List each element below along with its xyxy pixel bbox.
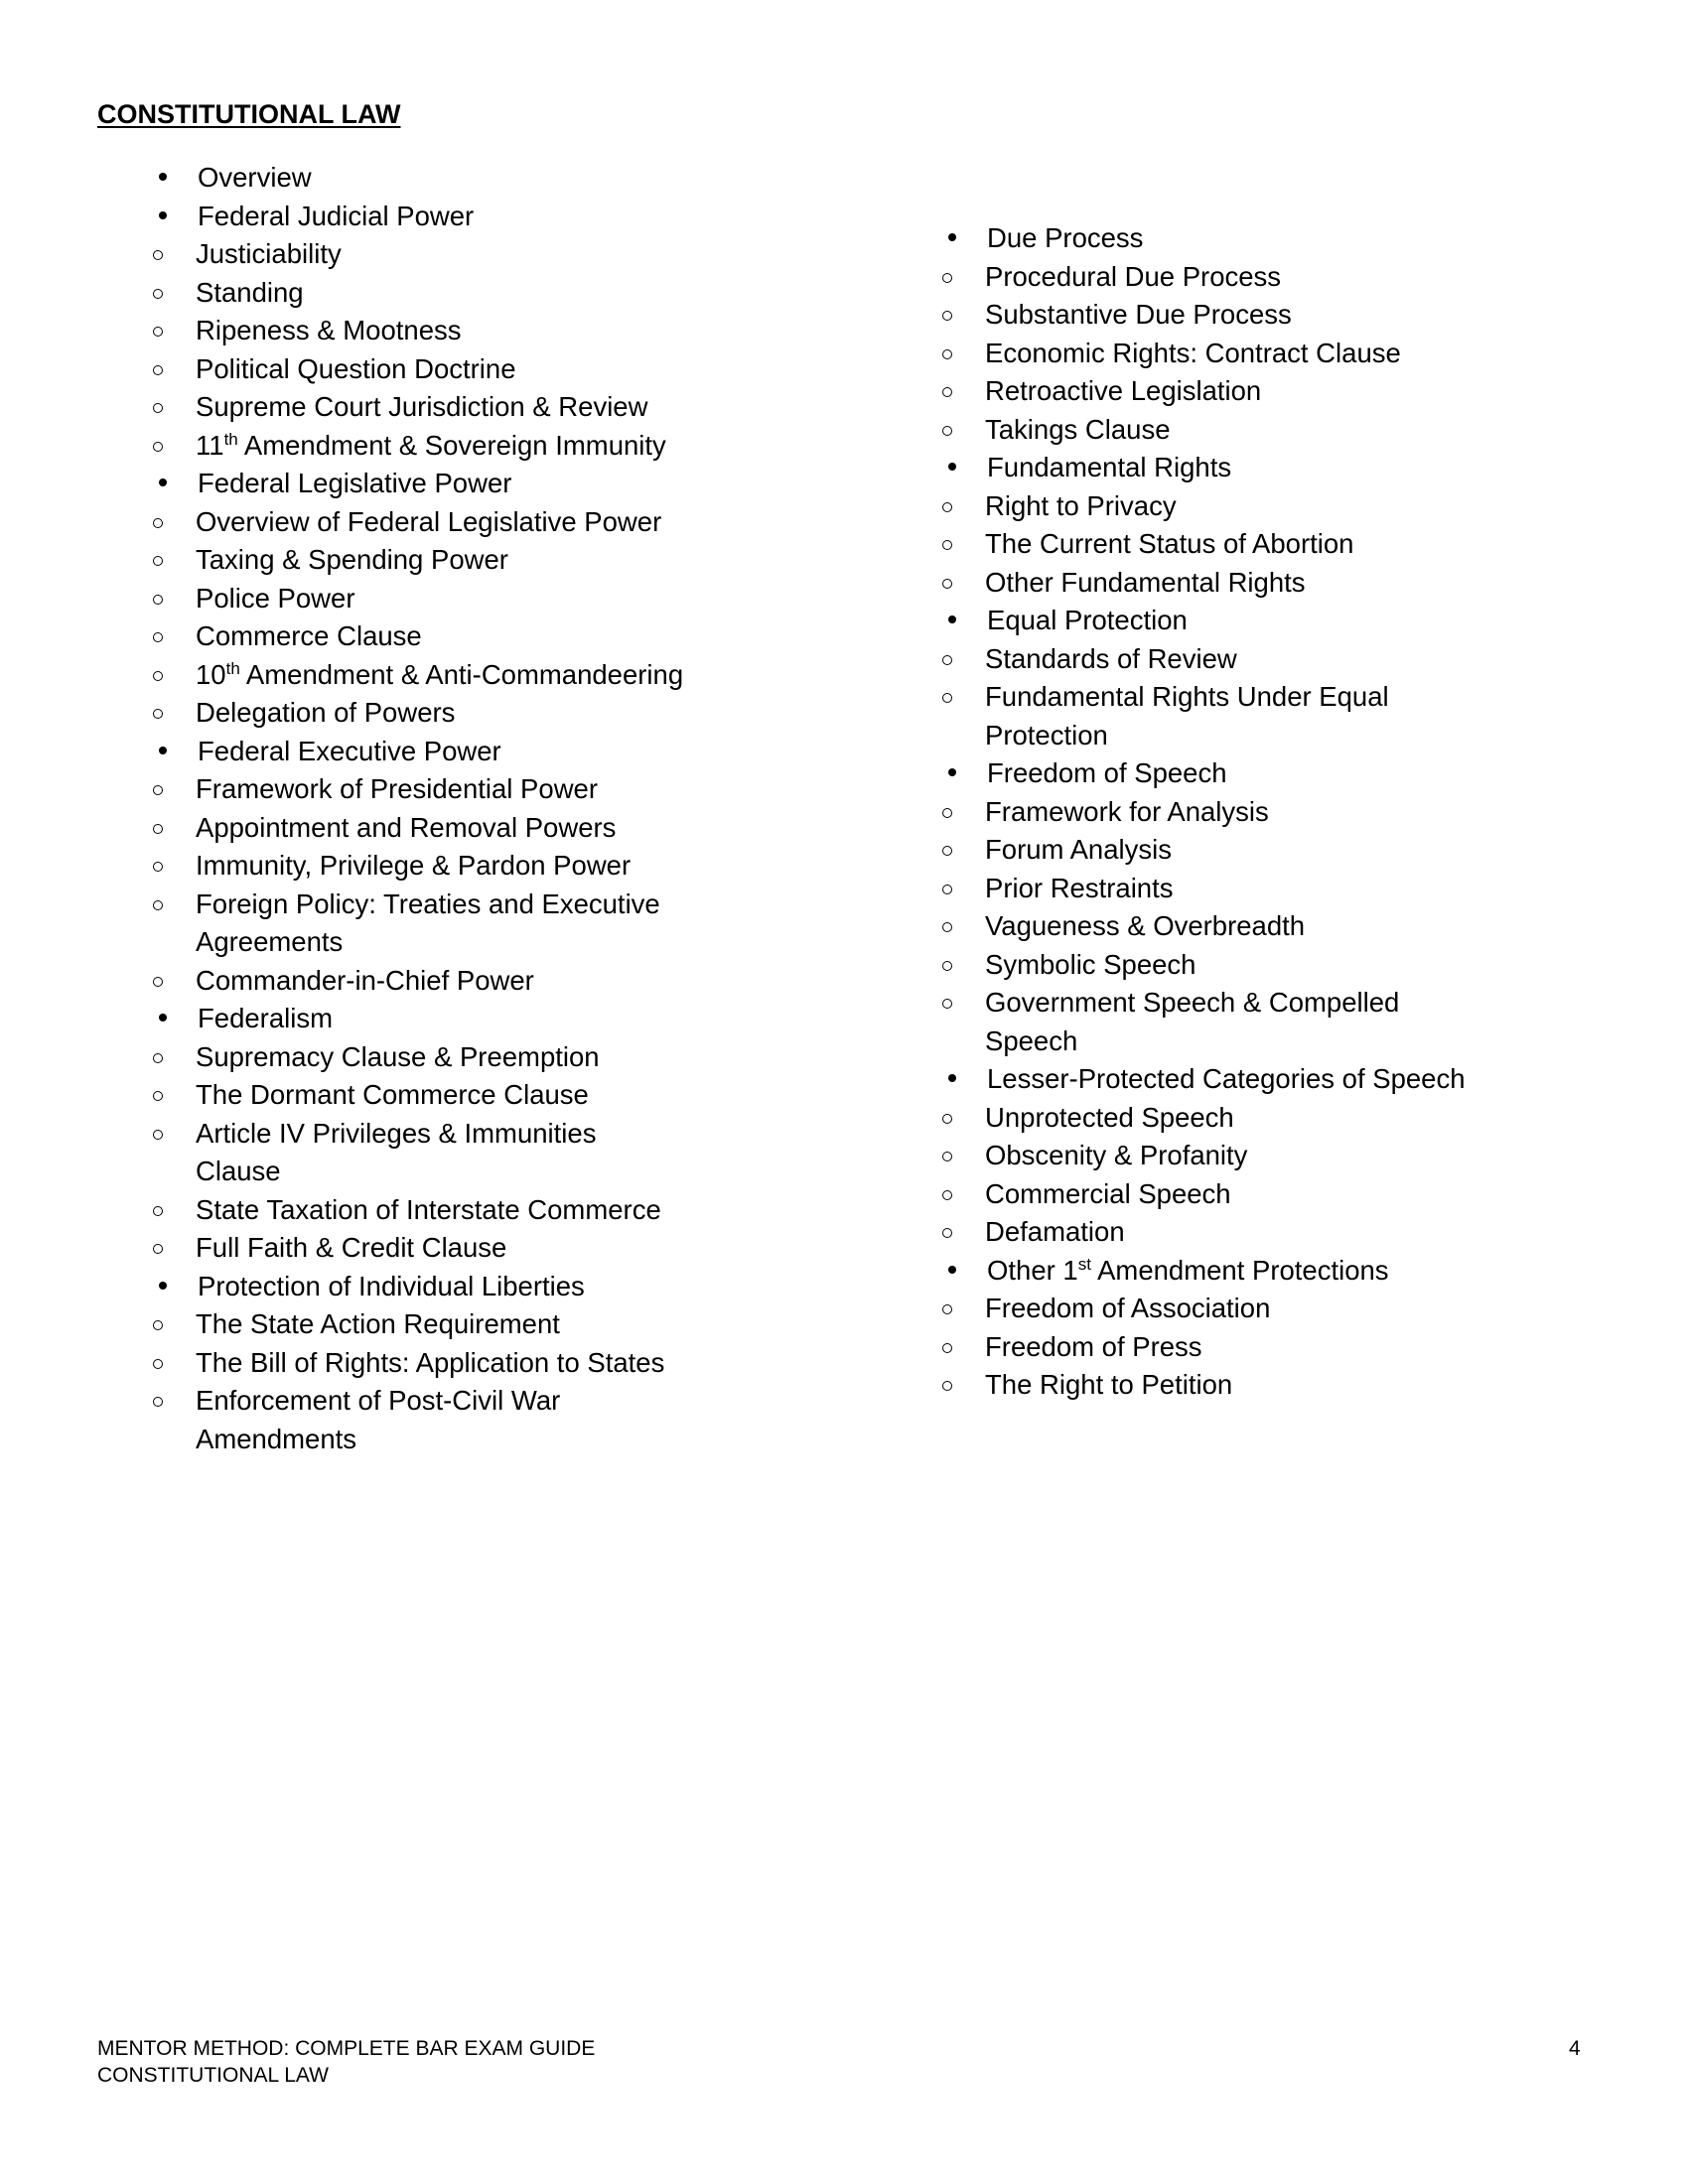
subtopic-vagueness-overbreadth (887, 907, 1602, 946)
subtopic-label: State Taxation of Interstate Commerce (196, 1193, 661, 1225)
subtopic-label (196, 1115, 812, 1191)
subtopic-other-fundamental-rights (887, 564, 1602, 603)
page-number: 4 (1569, 2037, 1581, 2060)
subtopic-label: The Current Status of Abortion (985, 528, 1354, 559)
subtopic-label: Standing (196, 276, 304, 308)
subtopic-label: Freedom of Press (985, 1330, 1202, 1362)
subtopic-label: The Bill of Rights: Application to States (196, 1346, 665, 1378)
subtopic-framework-for-analysis (887, 793, 1602, 832)
subtopic-freedom-of-press (887, 1328, 1602, 1367)
subtopic-the-right-to-petition (887, 1366, 1602, 1405)
subtopic-appointment-and-removal-powers (97, 809, 812, 848)
bullet-icon (159, 1014, 167, 1022)
subtopic-label: Obscenity & Profanity (985, 1140, 1248, 1170)
topic-label: Equal Protection (987, 605, 1188, 635)
subtopic-label (196, 1382, 812, 1458)
wrapped-line: Enforcement of Post-Civil War (196, 1385, 561, 1416)
topic-label: Lesser-Protected Categories of Speech (987, 1063, 1466, 1094)
circle-bullet-icon (942, 1381, 952, 1391)
subtopic-the-dormant-commerce-clause (97, 1076, 812, 1115)
footer-line-1: MENTOR METHOD: COMPLETE BAR EXAM GUIDE (97, 2037, 596, 2060)
subtopic-list (887, 640, 1602, 755)
subtopic-label: The Right to Petition (985, 1369, 1233, 1400)
circle-bullet-icon (942, 1228, 952, 1238)
topic-label: Federalism (198, 1003, 334, 1033)
topic-protection-of-individual-liberties (97, 1268, 812, 1306)
subtopic-obscenity-profanity (887, 1137, 1602, 1175)
circle-bullet-icon (153, 327, 163, 337)
subtopic-label: The Dormant Commerce Clause (196, 1079, 589, 1110)
subtopic-label: Other Fundamental Rights (985, 566, 1306, 598)
circle-bullet-icon (942, 922, 952, 932)
bullet-icon (159, 211, 167, 219)
subtopic-label: Vagueness & Overbreadth (985, 910, 1306, 941)
subtopic-label: Procedural Due Process (985, 260, 1282, 292)
subtopic-label: Political Question Doctrine (196, 352, 516, 384)
circle-bullet-icon (942, 426, 952, 436)
circle-bullet-icon (153, 1359, 163, 1369)
topic-label: Freedom of Speech (987, 757, 1227, 788)
topic-freedom-of-speech (887, 754, 1602, 793)
subtopic-delegation-of-powers (97, 694, 812, 733)
bullet-icon (948, 1266, 956, 1274)
circle-bullet-icon (942, 1343, 952, 1353)
subtopic-immunity-privilege-pardon-power (97, 847, 812, 886)
subtopic-11th-amendment-sovereign-immunity (97, 427, 812, 466)
bullet-icon (948, 463, 956, 471)
subtopic-freedom-of-association (887, 1290, 1602, 1328)
subtopic-list (97, 1305, 812, 1458)
subtopic-label: Standards of Review (985, 642, 1237, 674)
circle-bullet-icon (153, 556, 163, 566)
topic-other-1st-amendment-protections (887, 1252, 1602, 1291)
subtopic-article-iv-privileges-immunities-clause (97, 1115, 812, 1191)
subtopic-standards-of-review (887, 640, 1602, 679)
circle-bullet-icon (153, 1397, 163, 1407)
subtopic-the-state-action-requirement (97, 1305, 812, 1344)
subtopic-label (985, 984, 1602, 1060)
circle-bullet-icon (153, 1320, 163, 1330)
superscript: th (225, 658, 240, 678)
page-footer (97, 2035, 595, 2089)
subtopic-label: Defamation (985, 1216, 1125, 1247)
topic-label: Fundamental Rights (987, 452, 1232, 482)
topic-label: Protection of Individual Liberties (198, 1270, 585, 1301)
subtopic-forum-analysis (887, 831, 1602, 870)
bullet-icon (159, 173, 167, 181)
circle-bullet-icon (153, 289, 163, 299)
subtopic-ripeness-mootness (97, 312, 812, 350)
circle-bullet-icon (153, 785, 163, 795)
subtopic-label (985, 678, 1602, 754)
subtopic-procedural-due-process (887, 258, 1602, 297)
subtopic-defamation (887, 1213, 1602, 1252)
circle-bullet-icon (942, 502, 952, 512)
topic-label: Federal Judicial Power (198, 200, 475, 231)
topic-overview (97, 159, 812, 198)
subtopic-label: Overview of Federal Legislative Power (196, 505, 662, 537)
circle-bullet-icon (153, 518, 163, 528)
subtopic-label: Forum Analysis (985, 834, 1172, 865)
superscript: st (1077, 1254, 1091, 1274)
subtopic-label: Supreme Court Jurisdiction & Review (196, 391, 648, 422)
topic-equal-protection (887, 602, 1602, 640)
bullet-icon (159, 1282, 167, 1290)
bullet-icon (948, 768, 956, 776)
subtopic-label: Symbolic Speech (985, 948, 1196, 980)
subtopic-label: 11th Amendment & Sovereign Immunity (196, 429, 666, 461)
circle-bullet-icon (153, 824, 163, 834)
subtopic-symbolic-speech (887, 946, 1602, 985)
topic-label: Overview (198, 162, 312, 193)
circle-bullet-icon (153, 632, 163, 642)
subtopic-substantive-due-process (887, 296, 1602, 335)
topic-label: Federal Legislative Power (198, 468, 512, 498)
topic-due-process (887, 219, 1602, 258)
circle-bullet-icon (153, 709, 163, 719)
circle-bullet-icon (153, 1130, 163, 1140)
wrapped-line: Article IV Privileges & Immunities (196, 1117, 597, 1149)
wrapped-line: Foreign Policy: Treaties and Executive (196, 887, 660, 919)
topic-label: Federal Executive Power (198, 735, 501, 766)
subtopic-the-current-status-of-abortion (887, 525, 1602, 564)
subtopic-police-power (97, 580, 812, 618)
subtopic-label: Taxing & Spending Power (196, 544, 508, 575)
subtopic-10th-amendment-anti-commandeering (97, 656, 812, 695)
bullet-icon (159, 747, 167, 754)
subtopic-the-bill-of-rights-application-to-states (97, 1344, 812, 1383)
subtopic-label: Retroactive Legislation (985, 375, 1262, 406)
subtopic-list (887, 258, 1602, 450)
circle-bullet-icon (942, 311, 952, 321)
subtopic-standing (97, 274, 812, 313)
topic-lesser-protected-categories-of-speech (887, 1060, 1602, 1099)
circle-bullet-icon (153, 250, 163, 260)
circle-bullet-icon (942, 349, 952, 359)
wrapped-line: Agreements (196, 926, 344, 957)
subtopic-full-faith-credit-clause (97, 1229, 812, 1268)
subtopic-economic-rights-contract-clause (887, 335, 1602, 373)
outline-right-column (887, 219, 1602, 1405)
bullet-icon (948, 615, 956, 623)
subtopic-label: The State Action Requirement (196, 1308, 560, 1339)
superscript: th (223, 429, 238, 449)
subtopic-fundamental-rights-under-equal-protection (887, 678, 1602, 754)
subtopic-label: Police Power (196, 582, 355, 614)
subtopic-justiciability (97, 235, 812, 274)
subtopic-label: Full Faith & Credit Clause (196, 1232, 507, 1263)
wrapped-line: Protection (985, 719, 1108, 751)
subtopic-commercial-speech (887, 1175, 1602, 1214)
subtopic-list (97, 770, 812, 1000)
circle-bullet-icon (942, 885, 952, 894)
subtopic-label: Takings Clause (985, 413, 1171, 445)
circle-bullet-icon (153, 365, 163, 375)
circle-bullet-icon (942, 1114, 952, 1124)
subtopic-label: Freedom of Association (985, 1293, 1271, 1323)
wrapped-line: Clause (196, 1156, 281, 1186)
subtopic-supremacy-clause-preemption (97, 1038, 812, 1077)
subtopic-label: Delegation of Powers (196, 697, 456, 728)
subtopic-prior-restraints (887, 870, 1602, 908)
circle-bullet-icon (153, 671, 163, 681)
subtopic-foreign-policy-treaties-and-executive-agreements (97, 886, 812, 962)
subtopic-unprotected-speech (887, 1099, 1602, 1138)
circle-bullet-icon (942, 540, 952, 550)
circle-bullet-icon (942, 273, 952, 283)
circle-bullet-icon (153, 900, 163, 910)
circle-bullet-icon (942, 1304, 952, 1314)
wrapped-line: Speech (985, 1024, 1078, 1056)
page-title: CONSTITUTIONAL LAW (97, 99, 401, 129)
subtopic-label: Substantive Due Process (985, 299, 1292, 330)
circle-bullet-icon (153, 977, 163, 987)
subtopic-list (887, 487, 1602, 603)
topic-federal-legislative-power (97, 465, 812, 503)
subtopic-label: Economic Rights: Contract Clause (985, 337, 1401, 368)
subtopic-label: Immunity, Privilege & Pardon Power (196, 850, 632, 881)
subtopic-label: Framework of Presidential Power (196, 773, 599, 804)
circle-bullet-icon (153, 1053, 163, 1063)
wrapped-line: Amendments (196, 1423, 357, 1454)
subtopic-retroactive-legislation (887, 372, 1602, 411)
subtopic-label: Appointment and Removal Powers (196, 811, 617, 843)
subtopic-label: Commerce Clause (196, 620, 422, 651)
subtopic-label: Justiciability (196, 238, 342, 269)
subtopic-label: Supremacy Clause & Preemption (196, 1040, 600, 1072)
topic-federal-executive-power (97, 733, 812, 771)
subtopic-label: Ripeness & Mootness (196, 315, 462, 345)
circle-bullet-icon (153, 862, 163, 872)
circle-bullet-icon (942, 579, 952, 589)
circle-bullet-icon (942, 999, 952, 1009)
subtopic-label: Right to Privacy (985, 489, 1177, 521)
subtopic-overview-of-federal-legislative-power (97, 503, 812, 542)
subtopic-list (97, 1038, 812, 1268)
subtopic-government-speech-compelled-speech (887, 984, 1602, 1060)
subtopic-label: Commander-in-Chief Power (196, 964, 534, 996)
circle-bullet-icon (153, 1091, 163, 1101)
topic-federal-judicial-power (97, 198, 812, 236)
topic-label: Other 1st Amendment Protections (987, 1254, 1389, 1286)
circle-bullet-icon (153, 595, 163, 605)
subtopic-label: Unprotected Speech (985, 1101, 1234, 1133)
topic-federalism (97, 1000, 812, 1038)
subtopic-list (97, 235, 812, 465)
circle-bullet-icon (153, 1244, 163, 1254)
subtopic-supreme-court-jurisdiction-review (97, 388, 812, 427)
topic-label: Due Process (987, 222, 1144, 253)
subtopic-enforcement-of-post-civil-war-amendments (97, 1382, 812, 1458)
wrapped-line: Fundamental Rights Under Equal (985, 681, 1389, 712)
outline-left-column (97, 159, 812, 1458)
subtopic-commerce-clause (97, 617, 812, 656)
circle-bullet-icon (942, 1152, 952, 1161)
subtopic-state-taxation-of-interstate-commerce (97, 1191, 812, 1230)
circle-bullet-icon (153, 403, 163, 413)
subtopic-right-to-privacy (887, 487, 1602, 526)
circle-bullet-icon (942, 387, 952, 397)
subtopic-list (887, 1099, 1602, 1252)
topic-fundamental-rights (887, 449, 1602, 487)
circle-bullet-icon (942, 808, 952, 818)
circle-bullet-icon (942, 846, 952, 856)
circle-bullet-icon (942, 961, 952, 971)
subtopic-list (887, 1290, 1602, 1405)
subtopic-label (196, 886, 812, 962)
subtopic-framework-of-presidential-power (97, 770, 812, 809)
footer-line-2: CONSTITUTIONAL LAW (97, 2064, 329, 2087)
subtopic-commander-in-chief-power (97, 962, 812, 1001)
bullet-icon (948, 233, 956, 241)
circle-bullet-icon (942, 1190, 952, 1200)
subtopic-taxing-spending-power (97, 541, 812, 580)
subtopic-list (887, 793, 1602, 1061)
bullet-icon (159, 478, 167, 486)
subtopic-label: Commercial Speech (985, 1177, 1231, 1209)
subtopic-label: Prior Restraints (985, 872, 1174, 903)
circle-bullet-icon (153, 1206, 163, 1216)
circle-bullet-icon (153, 442, 163, 452)
circle-bullet-icon (942, 655, 952, 665)
subtopic-political-question-doctrine (97, 350, 812, 389)
circle-bullet-icon (942, 693, 952, 703)
wrapped-line: Government Speech & Compelled (985, 987, 1400, 1018)
subtopic-label: Framework for Analysis (985, 795, 1269, 827)
subtopic-list (97, 503, 812, 733)
subtopic-label: 10th Amendment & Anti-Commandeering (196, 658, 684, 690)
subtopic-takings-clause (887, 411, 1602, 450)
bullet-icon (948, 1074, 956, 1082)
